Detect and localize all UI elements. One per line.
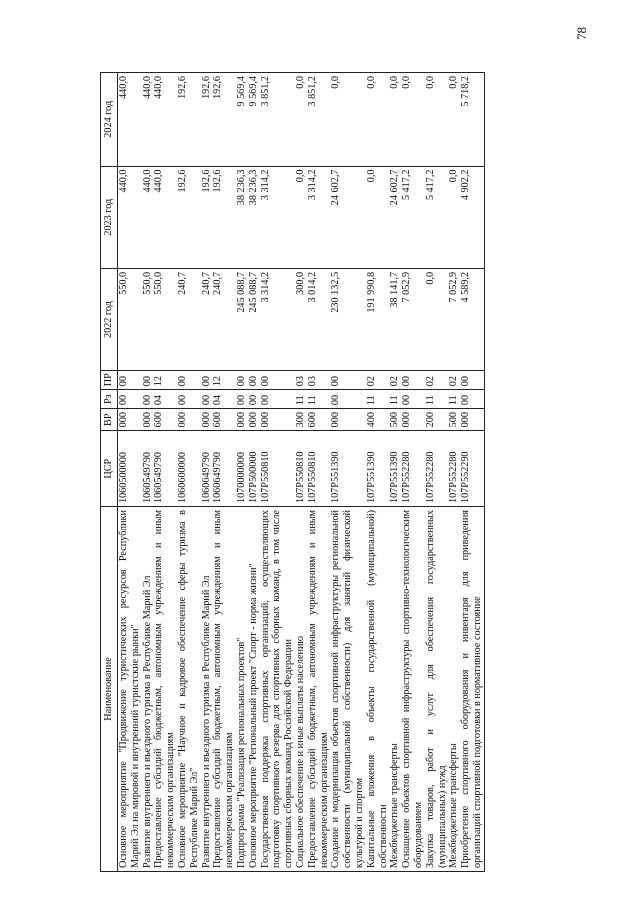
row-pr: 02 [389, 371, 401, 390]
row-2023: 192,6 [201, 166, 213, 268]
budget-table-container [100, 72, 620, 872]
page-number: 78 [574, 27, 589, 40]
row-vr: 000 [118, 409, 142, 431]
row-pr: 02 [448, 371, 460, 390]
table-row [330, 73, 365, 872]
row-2024: 192,6 [212, 73, 236, 167]
row-csr: 107P552280 [448, 431, 460, 507]
row-csr: 1060549790 [142, 431, 154, 507]
row-rz: 00 [401, 390, 425, 409]
row-vr: 400 [366, 409, 390, 431]
row-rz: 11 [366, 390, 390, 409]
row-rz: 11 [448, 390, 460, 409]
table-row [248, 73, 260, 872]
table-row [425, 73, 449, 872]
row-2023: 38 236,3 [236, 166, 248, 268]
row-2023: 440,0 [153, 166, 177, 268]
row-vr: 200 [425, 409, 449, 431]
row-name: Развитие внутреннего и въездного туризма в Республике Марий Эл [201, 507, 213, 872]
row-csr: 1060649790 [201, 431, 213, 507]
row-rz: 11 [307, 390, 331, 409]
row-csr: 1070000000 [236, 431, 248, 507]
table-body [118, 73, 485, 872]
header-name: Наименование [101, 507, 118, 872]
row-name: Закупка товаров, работ и услуг для обеспечения государственных (муниципальных) нужд [425, 507, 449, 872]
row-csr: 107P551390 [366, 431, 390, 507]
row-vr: 300 [295, 409, 307, 431]
row-2024: 5 718,2 [460, 73, 484, 167]
row-pr: 00 [142, 371, 154, 390]
row-vr: 000 [201, 409, 213, 431]
row-vr: 600 [307, 409, 331, 431]
row-csr: 107P550810 [307, 431, 331, 507]
row-2024: 0,0 [425, 73, 449, 167]
table-row [142, 73, 154, 872]
row-2023: 0,0 [448, 166, 460, 268]
table-row [118, 73, 142, 872]
row-name: Межбюджетные трансферты [389, 507, 401, 872]
row-pr: 00 [330, 371, 365, 390]
row-2022: 240,7 [201, 268, 213, 370]
row-rz: 00 [460, 390, 484, 409]
row-2022: 240,7 [177, 268, 201, 370]
row-2022: 300,0 [295, 268, 307, 370]
header-vr: ВР [101, 409, 118, 431]
row-2024: 9 569,4 [236, 73, 248, 167]
table-row [307, 73, 331, 872]
row-2023: 4 902,2 [460, 166, 484, 268]
row-2023: 24 602,7 [330, 166, 365, 268]
row-2023: 5 417,2 [401, 166, 425, 268]
row-pr: 00 [118, 371, 142, 390]
row-2023: 192,6 [212, 166, 236, 268]
header-csr: ЦСР [101, 431, 118, 507]
row-2023: 3 314,2 [307, 166, 331, 268]
row-rz: 00 [142, 390, 154, 409]
row-2024: 440,0 [153, 73, 177, 167]
row-2023: 440,0 [118, 166, 142, 268]
row-vr: 000 [330, 409, 365, 431]
row-2024: 192,6 [201, 73, 213, 167]
row-2022: 550,0 [118, 268, 142, 370]
row-2023: 3 314,2 [260, 166, 295, 268]
row-2022: 550,0 [153, 268, 177, 370]
row-csr: 1060500000 [118, 431, 142, 507]
table-row [201, 73, 213, 872]
row-2024: 440,0 [118, 73, 142, 167]
row-vr: 000 [260, 409, 295, 431]
header-2022: 2022 год [101, 268, 118, 370]
row-pr: 00 [177, 371, 201, 390]
table-row [212, 73, 236, 872]
row-2024: 3 851,2 [307, 73, 331, 167]
row-name: Создание и модернизация объектов спортивной инфраструктуры региональной собственности (муниципальной собственности) для занятий физической культурой и спортом [330, 507, 365, 872]
row-2024: 0,0 [366, 73, 390, 167]
row-name: Предоставление субсидий бюджетным, автономным учреждениям и иным некоммерческим организациям [153, 507, 177, 872]
row-2022: 7 052,9 [401, 268, 425, 370]
row-pr: 12 [212, 371, 236, 390]
table-header-row [101, 73, 118, 872]
table-row [236, 73, 248, 872]
table-row [153, 73, 177, 872]
row-csr: 107P550810 [260, 431, 295, 507]
row-name: Государственная поддержка спортивных организаций, осуществляющих подготовку спортивного резерва для спортивных сборных команд, в том числе спортивных сборных команд Российской Федерации [260, 507, 295, 872]
row-rz: 00 [260, 390, 295, 409]
row-2022: 230 132,5 [330, 268, 365, 370]
row-pr: 02 [425, 371, 449, 390]
row-pr: 03 [307, 371, 331, 390]
row-rz: 00 [118, 390, 142, 409]
row-vr: 600 [153, 409, 177, 431]
row-2024: 0,0 [448, 73, 460, 167]
row-vr: 000 [142, 409, 154, 431]
row-2023: 192,6 [177, 166, 201, 268]
row-csr: 1060549790 [153, 431, 177, 507]
row-2023: 38 236,3 [248, 166, 260, 268]
row-rz: 11 [389, 390, 401, 409]
row-2024: 9 569,4 [248, 73, 260, 167]
row-rz: 00 [248, 390, 260, 409]
row-name: Развитие внутреннего и въездного туризма в Республике Марий Эл [142, 507, 154, 872]
row-2022: 38 141,7 [389, 268, 401, 370]
row-2024: 192,6 [177, 73, 201, 167]
row-2023: 5 417,2 [425, 166, 449, 268]
row-2024: 0,0 [401, 73, 425, 167]
header-2023: 2023 год [101, 166, 118, 268]
header-rz: Рз [101, 390, 118, 409]
row-vr: 500 [389, 409, 401, 431]
row-2022: 0,0 [425, 268, 449, 370]
header-pr: ПР [101, 371, 118, 390]
header-2024: 2024 год [101, 73, 118, 167]
row-name: Предоставление субсидий бюджетным, автономным учреждениям и иным некоммерческим организациям [307, 507, 331, 872]
row-rz: 00 [201, 390, 213, 409]
row-vr: 000 [236, 409, 248, 431]
row-pr: 00 [460, 371, 484, 390]
row-csr: 107P552280 [425, 431, 449, 507]
row-pr: 12 [153, 371, 177, 390]
row-vr: 000 [401, 409, 425, 431]
row-2023: 440,0 [142, 166, 154, 268]
table-row [177, 73, 201, 872]
row-2022: 191 990,8 [366, 268, 390, 370]
row-rz: 11 [425, 390, 449, 409]
row-name: Оснащение объектов спортивной инфраструктуры спортивно-технологическим оборудованием [401, 507, 425, 872]
row-pr: 00 [248, 371, 260, 390]
row-vr: 600 [212, 409, 236, 431]
row-2022: 245 088,7 [236, 268, 248, 370]
table-row [460, 73, 484, 872]
row-2023: 24 602,7 [389, 166, 401, 268]
row-2022: 240,7 [212, 268, 236, 370]
row-csr: 107P550810 [295, 431, 307, 507]
table-row [448, 73, 460, 872]
row-2022: 245 088,7 [248, 268, 260, 370]
row-csr: 107P551390 [330, 431, 365, 507]
table-row [401, 73, 425, 872]
row-csr: 107P500000 [248, 431, 260, 507]
row-name: Основное мероприятие "Научное и кадровое обеспечение сферы туризма в Республике Марий Эл" [177, 507, 201, 872]
row-rz: 00 [330, 390, 365, 409]
row-csr: 107P552290 [460, 431, 484, 507]
row-name: Основное мероприятие "Продвижение туристических ресурсов Республики Марий Эл на мировой и внутренний туристские рынки" [118, 507, 142, 872]
budget-table [100, 72, 485, 872]
row-2024: 3 851,2 [260, 73, 295, 167]
row-2024: 0,0 [295, 73, 307, 167]
row-2022: 4 589,2 [460, 268, 484, 370]
row-name: Межбюджетные трансферты [448, 507, 460, 872]
row-2023: 0,0 [295, 166, 307, 268]
row-2024: 0,0 [389, 73, 401, 167]
row-rz: 04 [153, 390, 177, 409]
row-2023: 0,0 [366, 166, 390, 268]
row-pr: 03 [295, 371, 307, 390]
row-csr: 107P552280 [401, 431, 425, 507]
table-row [295, 73, 307, 872]
row-name: Подпрограмма "Реализация региональных проектов" [236, 507, 248, 872]
row-name: Основное мероприятие "Региональный проект "Спорт - норма жизни" [248, 507, 260, 872]
row-vr: 000 [177, 409, 201, 431]
row-2024: 0,0 [330, 73, 365, 167]
row-rz: 00 [177, 390, 201, 409]
table-row [260, 73, 295, 872]
table-row [366, 73, 390, 872]
row-vr: 000 [460, 409, 484, 431]
row-pr: 00 [401, 371, 425, 390]
row-pr: 02 [366, 371, 390, 390]
row-2022: 3 014,2 [307, 268, 331, 370]
row-2022: 550,0 [142, 268, 154, 370]
row-vr: 000 [248, 409, 260, 431]
row-2022: 7 052,9 [448, 268, 460, 370]
row-name: Приобретение спортивного оборудования и инвентаря для приведения организаций спортивной подготовки в нормативное состояние [460, 507, 484, 872]
row-rz: 04 [212, 390, 236, 409]
row-vr: 500 [448, 409, 460, 431]
row-name: Социальное обеспечение и иные выплаты населению [295, 507, 307, 872]
row-2022: 3 314,2 [260, 268, 295, 370]
row-pr: 00 [260, 371, 295, 390]
row-name: Капитальные вложения в объекты государственной (муниципальной) собственности [366, 507, 390, 872]
row-2024: 440,0 [142, 73, 154, 167]
row-rz: 00 [236, 390, 248, 409]
row-csr: 1060600000 [177, 431, 201, 507]
row-rz: 11 [295, 390, 307, 409]
row-pr: 00 [201, 371, 213, 390]
row-csr: 1060649790 [212, 431, 236, 507]
table-row [389, 73, 401, 872]
row-name: Предоставление субсидий бюджетным, автономным учреждениям и иным некоммерческим организациям [212, 507, 236, 872]
row-pr: 00 [236, 371, 248, 390]
row-csr: 107P551390 [389, 431, 401, 507]
